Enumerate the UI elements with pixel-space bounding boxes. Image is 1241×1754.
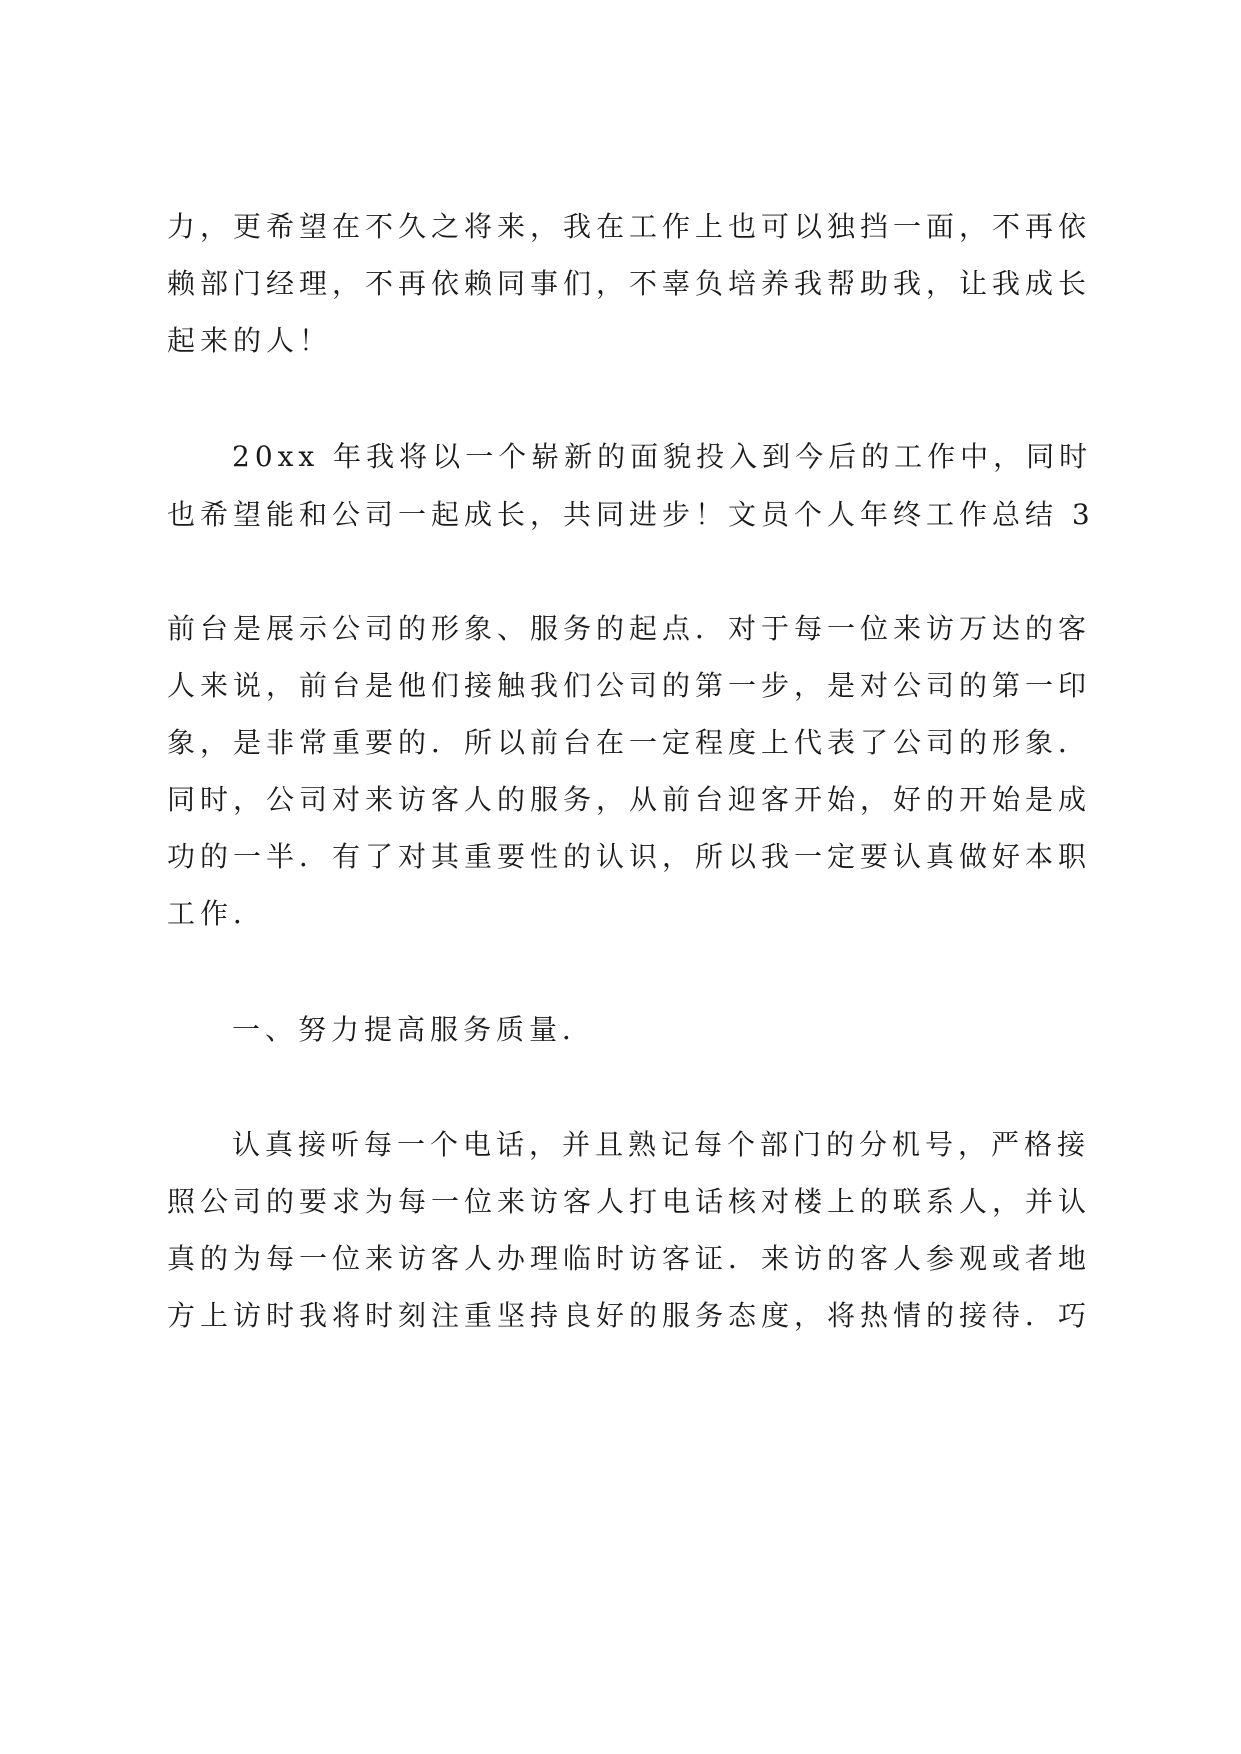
paragraph-2-line-1: 20xx 年我将以一个崭新的面貌投入到今后的工作中，同时 xyxy=(232,440,1093,473)
paragraph-3-line-3: 象，是非常重要的．所以前台在一定程度上代表了公司的形象． xyxy=(167,726,1092,759)
paragraph-2-line-2: 也希望能和公司一起成长，共同进步！文员个人年终工作总结 3 xyxy=(167,498,1095,531)
paragraph-4-line-3: 真的为每一位来访客人办理临时访客证．来访的客人参观或者地 xyxy=(167,1242,1092,1275)
paragraph-4-line-1: 认真接听每一个电话，并且熟记每个部门的分机号，严格接 xyxy=(232,1128,1091,1161)
paragraph-4-line-2: 照公司的要求为每一位来访客人打电话核对楼上的联系人，并认 xyxy=(167,1185,1092,1218)
paragraph-3-line-1: 前台是展示公司的形象、服务的起点．对于每一位来访万达的客 xyxy=(167,612,1092,645)
paragraph-3-line-6: 工作． xyxy=(167,897,267,930)
paragraph-1-line-3: 起来的人！ xyxy=(167,324,333,357)
paragraph-1-line-2: 赖部门经理，不再依赖同事们，不辜负培养我帮助我，让我成长 xyxy=(167,267,1092,300)
paragraph-1-line-1: 力，更希望在不久之将来，我在工作上也可以独挡一面，不再依 xyxy=(167,210,1092,243)
paragraph-4-line-4: 方上访时我将时刻注重坚持良好的服务态度，将热情的接待．巧 xyxy=(167,1299,1092,1332)
paragraph-3-line-2: 人来说，前台是他们接触我们公司的第一步，是对公司的第一印 xyxy=(167,669,1092,702)
paragraph-3-line-5: 功的一半．有了对其重要性的认识，所以我一定要认真做好本职 xyxy=(167,840,1092,873)
paragraph-3-line-4: 同时，公司对来访客人的服务，从前台迎客开始，好的开始是成 xyxy=(167,783,1092,816)
section-heading: 一、努力提高服务质量． xyxy=(232,1013,596,1046)
